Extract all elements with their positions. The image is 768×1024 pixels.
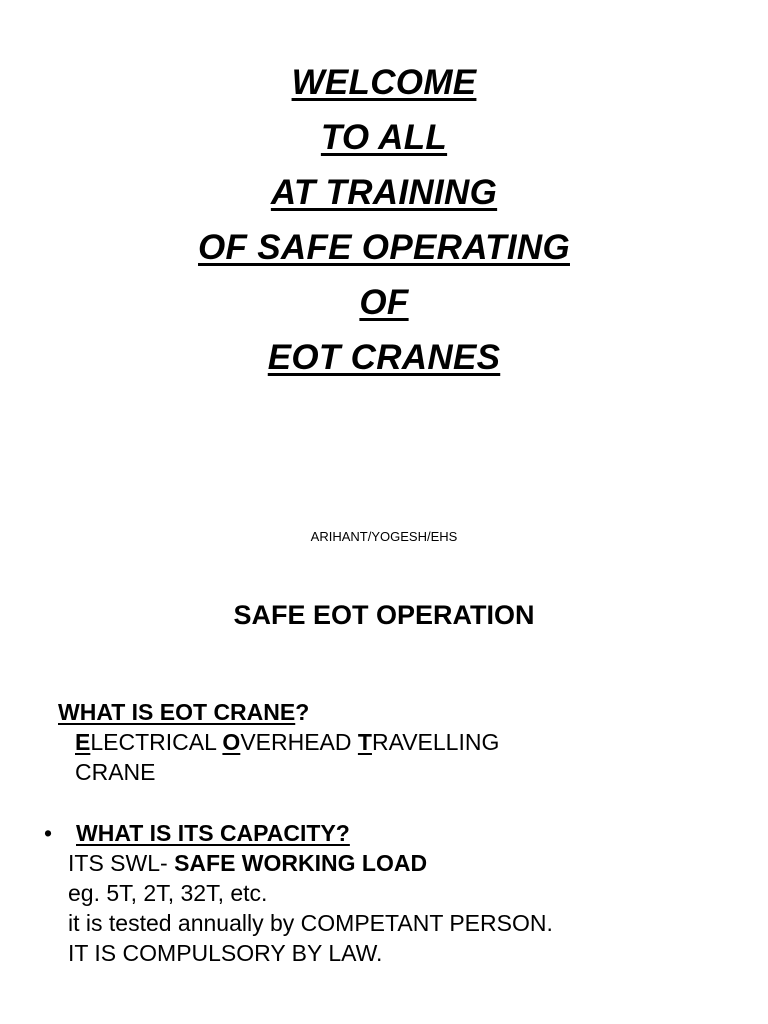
title-line-6: EOT CRANES — [267, 338, 501, 377]
swl-prefix: ITS SWL- — [68, 850, 175, 876]
title-line-5: OF — [359, 283, 409, 322]
eot-answer-part: LECTRICAL — [90, 729, 223, 755]
author-credit: ARIHANT/YOGESH/EHS — [310, 529, 458, 544]
title-line-1: WELCOME — [291, 63, 477, 102]
slide-heading: SAFE EOT OPERATION — [233, 600, 535, 630]
swl-bold: SAFE WORKING LOAD — [174, 850, 428, 876]
eot-answer-part: T — [357, 729, 372, 755]
eot-answer-line-1 — [58, 727, 499, 757]
eot-answer-part: RAVELLING — [371, 729, 500, 755]
eot-answer-part: E — [75, 729, 91, 755]
capacity-example-line: eg. 5T, 2T, 32T, etc. — [68, 880, 268, 906]
eot-answer-part: O — [222, 729, 241, 755]
eot-definition-block — [58, 697, 499, 787]
eot-question-text: WHAT IS EOT CRANE — [58, 699, 296, 725]
title-line-3: AT TRAINING — [270, 173, 498, 212]
eot-question — [58, 697, 499, 727]
law-line: IT IS COMPULSORY BY LAW. — [68, 940, 383, 966]
title-line-4: OF SAFE OPERATING — [198, 228, 570, 267]
swl-line — [68, 848, 553, 878]
tested-line: it is tested annually by COMPETANT PERSON. — [68, 910, 553, 936]
title-block — [0, 55, 768, 385]
eot-answer-part: VERHEAD — [240, 729, 358, 755]
capacity-question: WHAT IS ITS CAPACITY? — [76, 820, 350, 846]
title-line-2: TO ALL — [320, 118, 448, 157]
capacity-block — [68, 818, 553, 968]
bullet-marker: • — [44, 820, 53, 846]
eot-question-mark: ? — [295, 699, 310, 725]
eot-answer-line-2: CRANE — [75, 759, 156, 785]
